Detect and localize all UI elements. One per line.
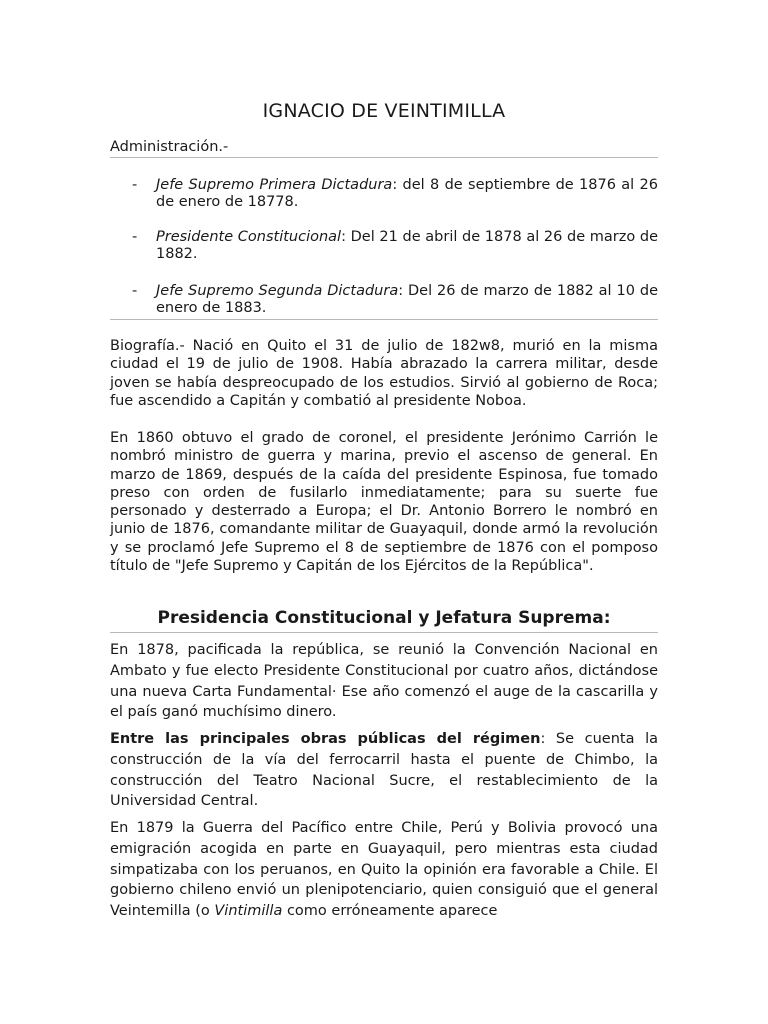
document-title: IGNACIO DE VEINTIMILLA bbox=[262, 100, 506, 122]
role-period: : Del 21 de abril de 1878 al 26 de marzo de 1882. bbox=[156, 229, 659, 262]
pacific-war-text-a: En 1879 la Guerra del Pacífico entre Chile, Perú y Bolivia provocó una emigración acogida en parte en Guayaquil, pero mientras esta ciudad simpatizaba con los peruanos, en Quito la opinión era favorable a Chile. El gobierno chileno envió un plenipotenciario, quien consiguió que el general Veintemilla (o bbox=[110, 820, 658, 920]
section-heading: Presidencia Constitucional y Jefatura Suprema: bbox=[157, 608, 611, 628]
list-item-text bbox=[156, 283, 658, 317]
pacific-war-italic: Vintimilla bbox=[214, 903, 283, 920]
career-section bbox=[110, 429, 658, 575]
presidency-paragraph: En 1878, pacificada la república, se reunió la Convención Nacional en Ambato y fue electo Presidente Constitucional por cuatro años, dictándose una nueva Carta Fundamental· Ese año comenzó el auge de la cascarilla y el país ganó muchísimo dinero. bbox=[110, 642, 658, 721]
pacific-war-text-b: como erróneamente aparece bbox=[282, 903, 498, 920]
role-period: : del 8 de septiembre de 1876 al 26 de enero de 18778. bbox=[156, 177, 658, 210]
role-period: : Del 26 de marzo de 1882 al 10 de enero de 1883. bbox=[156, 283, 658, 316]
divider-rule bbox=[110, 632, 658, 633]
list-item-text bbox=[156, 229, 658, 263]
list-bullet: - bbox=[132, 229, 138, 245]
divider-rule bbox=[110, 319, 658, 320]
role-name: Jefe Supremo Primera Dictadura bbox=[156, 177, 393, 193]
pacific-war-paragraph bbox=[110, 818, 658, 922]
public-works-text: : Se cuenta la construcción de la vía del ferrocarril hasta el puente de Chimbo, la construcción del Teatro Nacional Sucre, el restablecimiento de la Universidad Central. bbox=[110, 731, 658, 810]
public-works-paragraph bbox=[110, 729, 658, 812]
list-bullet: - bbox=[132, 177, 138, 193]
biography-section bbox=[110, 337, 658, 410]
pacific-war-section bbox=[110, 818, 658, 922]
administration-label: Administración.- bbox=[110, 139, 229, 155]
role-name: Presidente Constitucional bbox=[156, 229, 342, 245]
list-item-text bbox=[156, 177, 658, 211]
list-bullet: - bbox=[132, 283, 138, 299]
career-paragraph: En 1860 obtuvo el grado de coronel, el presidente Jerónimo Carrión le nombró ministro de guerra y marina, previo el ascenso de general. En marzo de 1869, después de la caída del presidente Espinosa, fue tomado preso con orden de fusilarlo inmediatamente; para su suerte fue personado y desterrado a Europa; el Dr. Antonio Borrero le nombró en junio de 1876, comandante militar de Guayaquil, donde armó la revolución y se proclamó Jefe Supremo el 8 de septiembre de 1876 con el pomposo título de "Jefe Supremo y Capitán de los Ejércitos de la República". bbox=[110, 430, 658, 575]
public-works-lead: Entre las principales obras públicas del régimen bbox=[110, 731, 541, 747]
public-works-section bbox=[110, 729, 658, 812]
presidency-section bbox=[110, 640, 658, 723]
biography-paragraph: Biografía.- Nació en Quito el 31 de julio de 182w8, murió en la misma ciudad el 19 de julio de 1908. Había abrazado la carrera militar, desde joven se había despreocupado de los estudios. Sirvió al gobierno de Roca; fue ascendido a Capitán y combatió al presidente Noboa. bbox=[110, 338, 658, 409]
role-name: Jefe Supremo Segunda Dictadura bbox=[156, 283, 399, 299]
divider-rule bbox=[110, 157, 658, 158]
